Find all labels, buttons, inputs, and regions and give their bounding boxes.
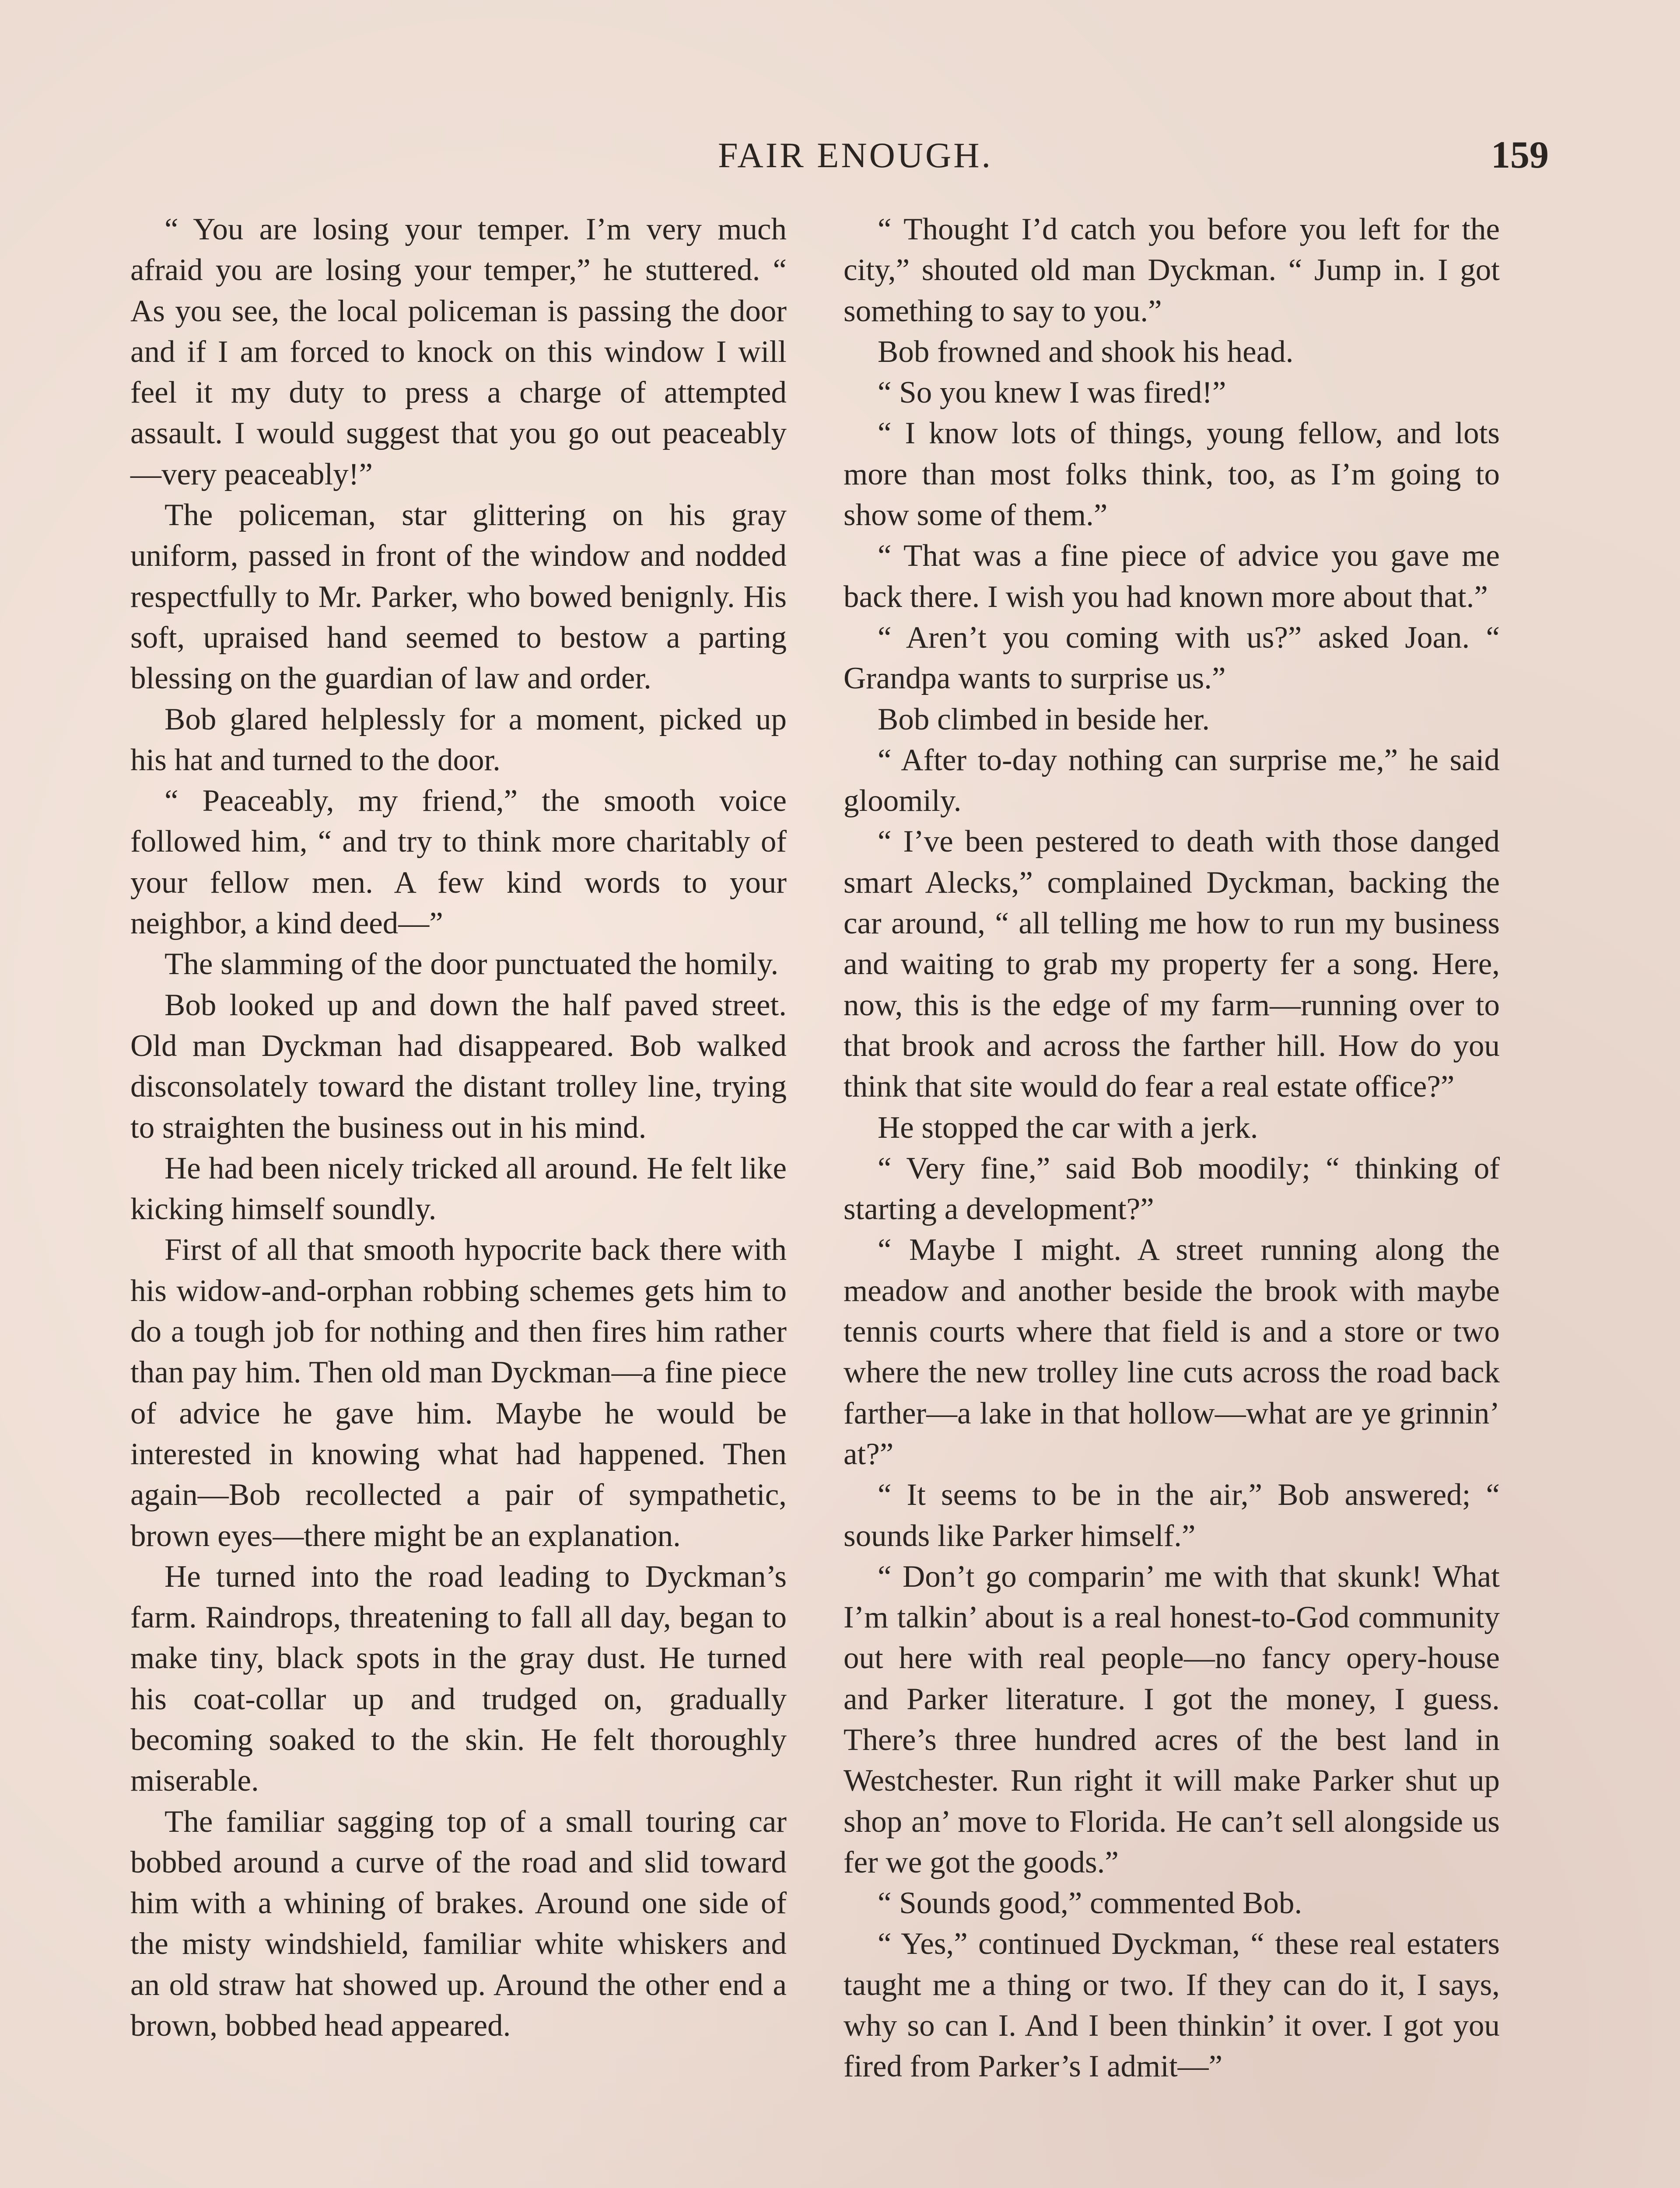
paragraph: He turned into the road leading to Dyckman’s farm. Raindrops, threatening to fall all day, began to make tiny, black spots in the gray dust. He turned his coat-collar up and trudged on, gradually becoming soaked to the skin. He felt thoroughly miserable.	[130, 1559, 787, 1798]
paragraph: He had been nicely tricked all around. He felt like kicking himself soundly.	[130, 1151, 787, 1227]
left-column	[130, 209, 787, 2046]
paragraph: “ Yes,” continued Dyckman, “ these real estaters taught me a thing or two. If they can do it, I says, why so can I. And I been thinkin’ it over. I got you fired from Parker’s I admit—”	[844, 1927, 1500, 2084]
page-header	[162, 131, 1549, 179]
paragraph: The policeman, star glittering on his gray uniform, passed in front of the window and nodded respectfully to Mr. Parker, who bowed benignly. His soft, upraised hand seemed to bestow a parting blessing on the guardian of law and order.	[130, 498, 787, 696]
paragraph: “ Peaceably, my friend,” the smooth voice followed him, “ and try to think more charitably of your fellow men. A few kind words to your neighbor, a kind deed—”	[130, 784, 787, 941]
paragraph: “ After to-day nothing can surprise me,” he said gloomily.	[844, 743, 1500, 818]
paragraph: “ Sounds good,” commented Bob.	[878, 1886, 1302, 1921]
paragraph: “ That was a fine piece of advice you gave me back there. I wish you had known more about that.”	[844, 539, 1500, 614]
paragraph: “ Aren’t you coming with us?” asked Joan. “ Grandpa wants to surprise us.”	[844, 620, 1500, 696]
paragraph: “ I know lots of things, young fellow, and lots more than most folks think, too, as I’m going to show some of them.”	[844, 416, 1500, 533]
paragraph: “ It seems to be in the air,” Bob answered; “ sounds like Parker himself.”	[844, 1478, 1500, 1553]
paragraph: Bob frowned and shook his head.	[878, 334, 1294, 369]
paragraph: The familiar sagging top of a small touring car bobbed around a curve of the road and slid toward him with a whining of brakes. Around one side of the misty windshield, familiar white whiskers and an old straw hat showed up. Around the other end a brown, bobbed head appeared.	[130, 1804, 787, 2043]
paragraph: The slamming of the door punctuated the homily.	[164, 947, 779, 982]
paragraph: He stopped the car with a jerk.	[878, 1110, 1258, 1145]
paragraph: “ Very fine,” said Bob moodily; “ thinking of starting a development?”	[844, 1151, 1500, 1227]
paragraph: “ I’ve been pestered to death with those danged smart Alecks,” complained Dyckman, backing the car around, “ all telling me how to run my business and waiting to grab my property fer a song. Here, now, this is the edge of my farm—running over to that brook and across the farther hill. How do you think that site would do fear a real estate office?”	[844, 824, 1500, 1104]
paragraph: “ Thought I’d catch you before you left for the city,” shouted old man Dyckman. “ Jump in. I got something to say to you.”	[844, 212, 1500, 328]
paragraph: Bob climbed in beside her.	[878, 702, 1210, 736]
right-column	[844, 209, 1500, 2087]
paragraph: “ You are losing your temper. I’m very much afraid you are losing your temper,” he stuttered. “ As you see, the local policeman is passing the door and if I am forced to knock on this window I will feel it my duty to press a charge of attempted assault. I would suggest that you go out peaceably —very peaceably!”	[130, 212, 787, 491]
page-number: 159	[1491, 134, 1549, 176]
paragraph: Bob looked up and down the half paved street. Old man Dyckman had disappeared. Bob walked disconsolately toward the distant trolley line, trying to straighten the business out in his mind.	[130, 988, 787, 1145]
paragraph: “ Maybe I might. A street running along the meadow and another beside the brook with maybe tennis courts where that field is and a store or two where the new trolley line cuts across the road back farther—a lake in that hollow—what are ye grinnin’ at?”	[844, 1233, 1500, 1471]
running-head: FAIR ENOUGH.	[718, 135, 993, 175]
paragraph: First of all that smooth hypocrite back there with his widow-and-orphan robbing schemes gets him to do a tough job for nothing and then fires him rather than pay him. Then old man Dyckman—a fine piece of advice he gave him. Maybe he would be interested in knowing what had happened. Then again—Bob recollected a pair of sympathetic, brown eyes—there might be an explanation.	[130, 1233, 787, 1553]
paragraph: Bob glared helplessly for a moment, picked up his hat and turned to the door.	[130, 702, 787, 777]
paragraph: “ So you knew I was fired!”	[878, 375, 1226, 410]
paragraph: “ Don’t go comparin’ me with that skunk! What I’m talkin’ about is a real honest-to-God community out here with real people—no fancy opery-house and Parker literature. I got the money, I guess. There’s three hundred acres of the best land in Westchester. Run right it will make Parker shut up shop an’ move to Florida. He can’t sell alongside us fer we got the goods.”	[844, 1559, 1500, 1879]
